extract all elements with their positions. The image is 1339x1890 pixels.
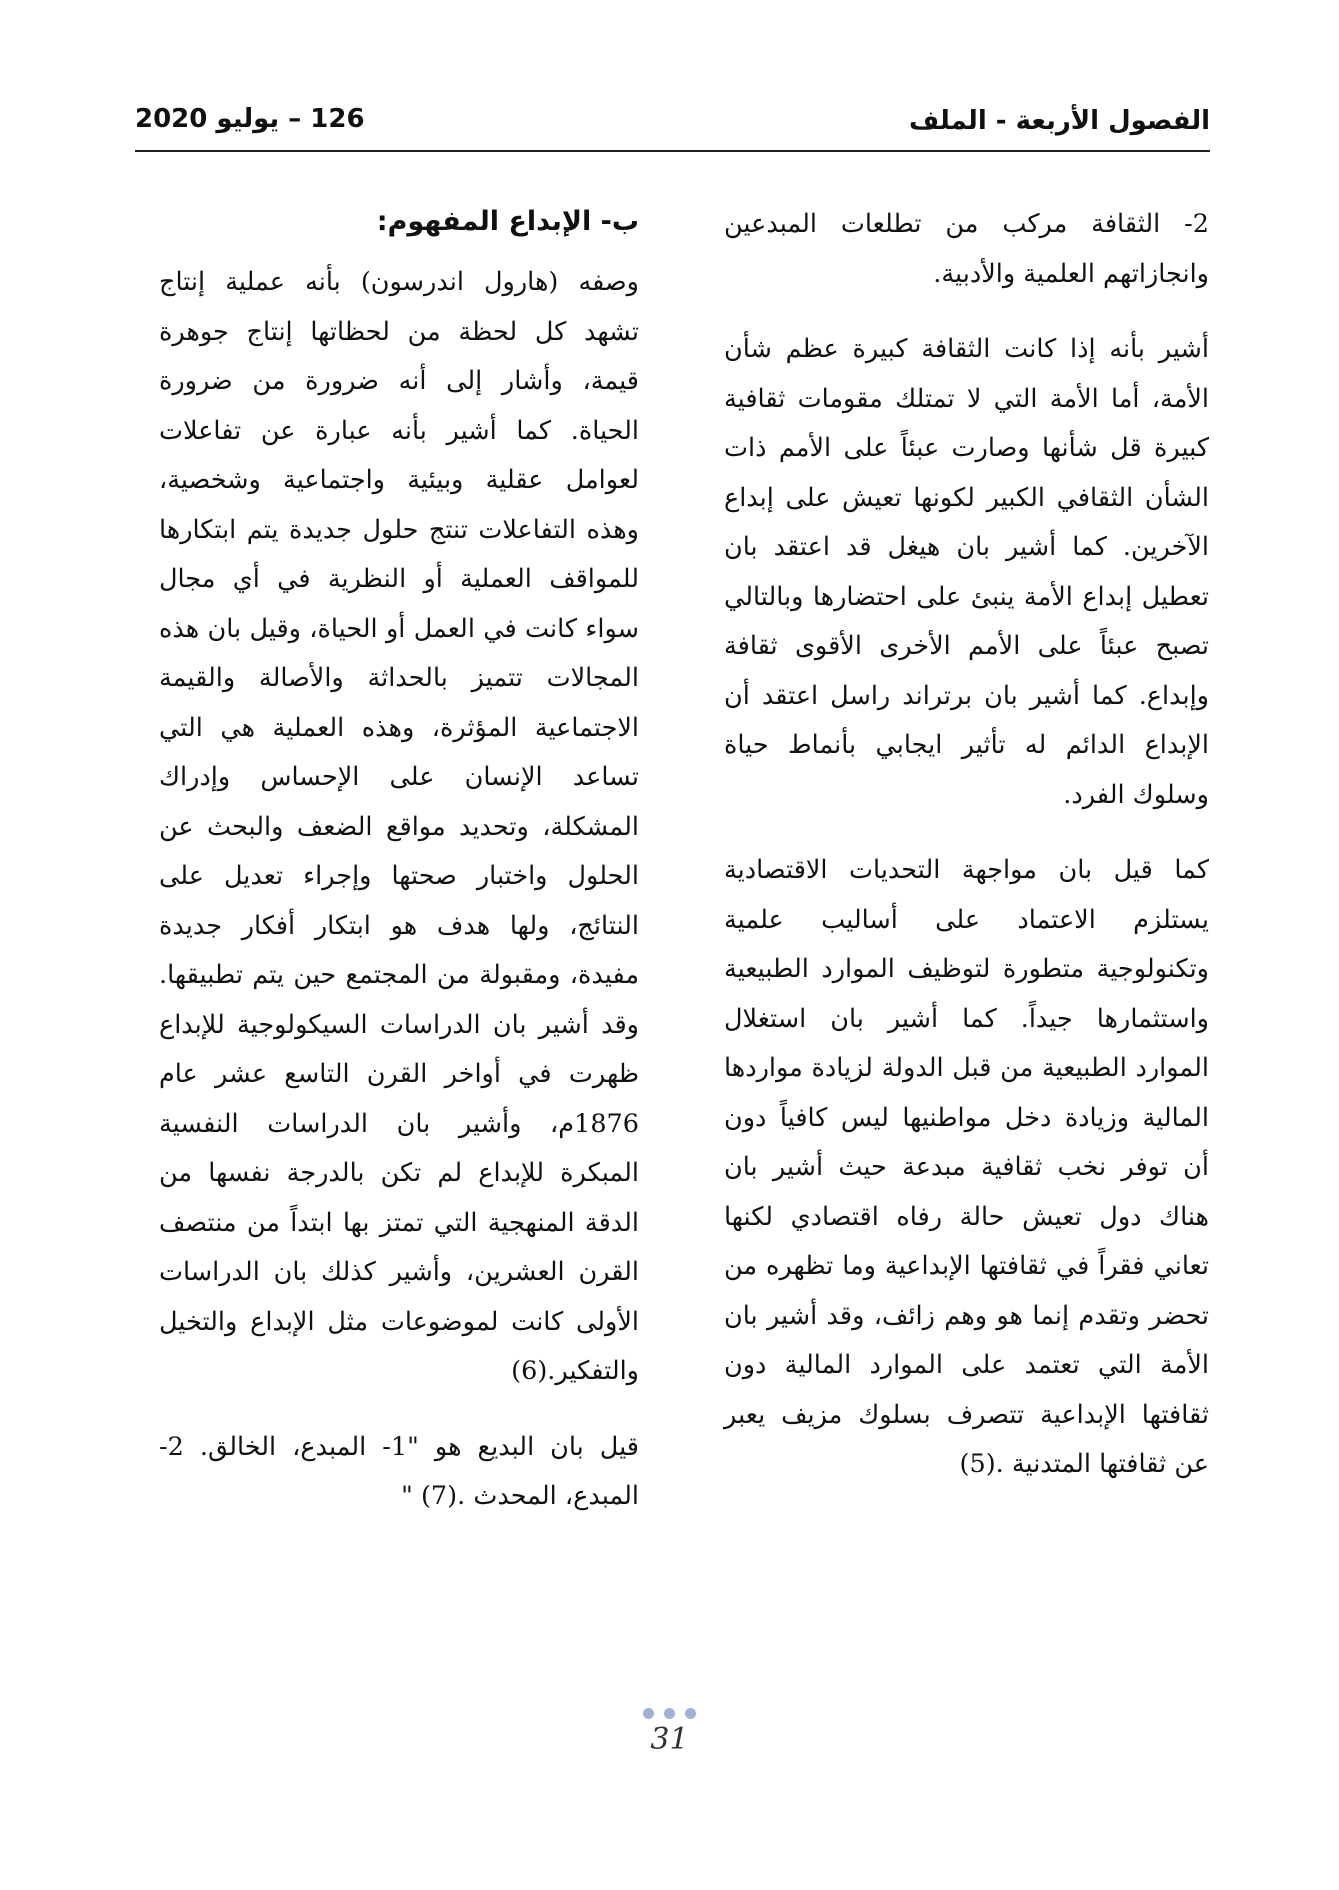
left-column xyxy=(159,200,639,1548)
paragraph: وصفه (هارول اندرسون) بأنه عملية إنتاج تشهد كل لحظة من لحظاتها إنتاج جوهرة قيمة، وأشار إلى أنه ضرورة من ضرورة الحياة. كما أشير بأنه عبارة عن تفاعلات لعوامل عقلية وبيئية واجتماعية وشخصية، وهذه التفاعلات تنتج حلول جديدة يتم ابتكارها للمواقف العملية أو النظرية في أي مجال سواء كانت في العمل أو الحياة، وقيل بان هذه المجالات تتميز بالحداثة والأصالة والقيمة الاجتماعية المؤثرة، وهذه العملية هي التي تساعد الإنسان على الإحساس وإدراك المشكلة، وتحديد مواقع الضعف والبحث عن الحلول واختبار صحتها وإجراء تعديل على النتائج، ولها هدف هو ابتكار أفكار جديدة مفيدة، ومقبولة من المجتمع حين يتم تطبيقها. وقد أشير بان الدراسات السيكولوجية للإبداع ظهرت في أواخر القرن التاسع عشر عام 1876م، وأشير بان الدراسات النفسية المبكرة للإبداع لم تكن بالدرجة نفسها من الدقة المنهجية التي تمتز بها ابتداً من منتصف القرن العشرين، وأشير كذلك بان الدراسات الأولى كانت لموضوعات مثل الإبداع والتخيل والتفكير.(6) xyxy=(159,267,639,1386)
right-column xyxy=(724,200,1209,1516)
journal-section-title: الفصول الأربعة - الملف xyxy=(909,106,1210,136)
dot-icon xyxy=(664,1708,675,1719)
paragraph: 2- الثقافة مركب من تطلعات المبدعين وانجازاتهم العلمية والأدبية. xyxy=(724,209,1209,289)
dot-icon xyxy=(643,1708,654,1719)
dot-icon xyxy=(685,1708,696,1719)
page-number: 31 xyxy=(650,1722,689,1757)
paragraph: كما قيل بان مواجهة التحديات الاقتصادية يستلزم الاعتماد على أساليب علمية وتكنولوجية متطورة لتوظيف الموارد الطبيعية واستثمارها جيداً. كما أشير بان استغلال الموارد الطبيعية من قبل الدولة لزيادة مواردها المالية وزيادة دخل مواطنيها ليس كافياً دون أن توفر نخب ثقافية مبدعة حيث أشير بان هناك دول تعيش حالة رفاه اقتصادي لكنها تعاني فقراً في ثقافتها الإبداعية وما تظهره من تحضر وتقدم إنما هو وهم زائف، وقد أشير بان الأمة التي تعتمد على الموارد المالية دون ثقافتها الإبداعية تتصرف بسلوك مزيف يعبر عن ثقافتها المتدنية .(5) xyxy=(724,855,1209,1479)
section-heading: ب- الإبداع المفهوم: xyxy=(376,206,639,237)
page-header xyxy=(135,100,1210,152)
issue-date: 126 – يوليو 2020 xyxy=(135,104,365,134)
paragraph: أشير بأنه إذا كانت الثقافة كبيرة عظم شأن الأمة، أما الأمة التي لا تمتلك مقومات ثقافية كبيرة قل شأنها وصارت عبئاً على الأمم ذات الشأن الثقافي الكبير لكونها تعيش على إبداع الآخرين. كما أشير بان هيغل قد اعتقد بان تعطيل إبداع الأمة ينبئ على احتضارها وبالتالي تصبح عبئاً على الأمم الأخرى الأقوى ثقافة وإبداع. كما أشير بان برتراند راسل اعتقد أن الإبداع الدائم له تأثير ايجابي بأنماط حياة وسلوك الفرد. xyxy=(724,334,1209,810)
paragraph: قيل بان البديع هو "1- المبدع، الخالق. 2- المبدع، المحدث .(7) " xyxy=(159,1431,639,1511)
footer-ornament xyxy=(0,1708,1339,1719)
